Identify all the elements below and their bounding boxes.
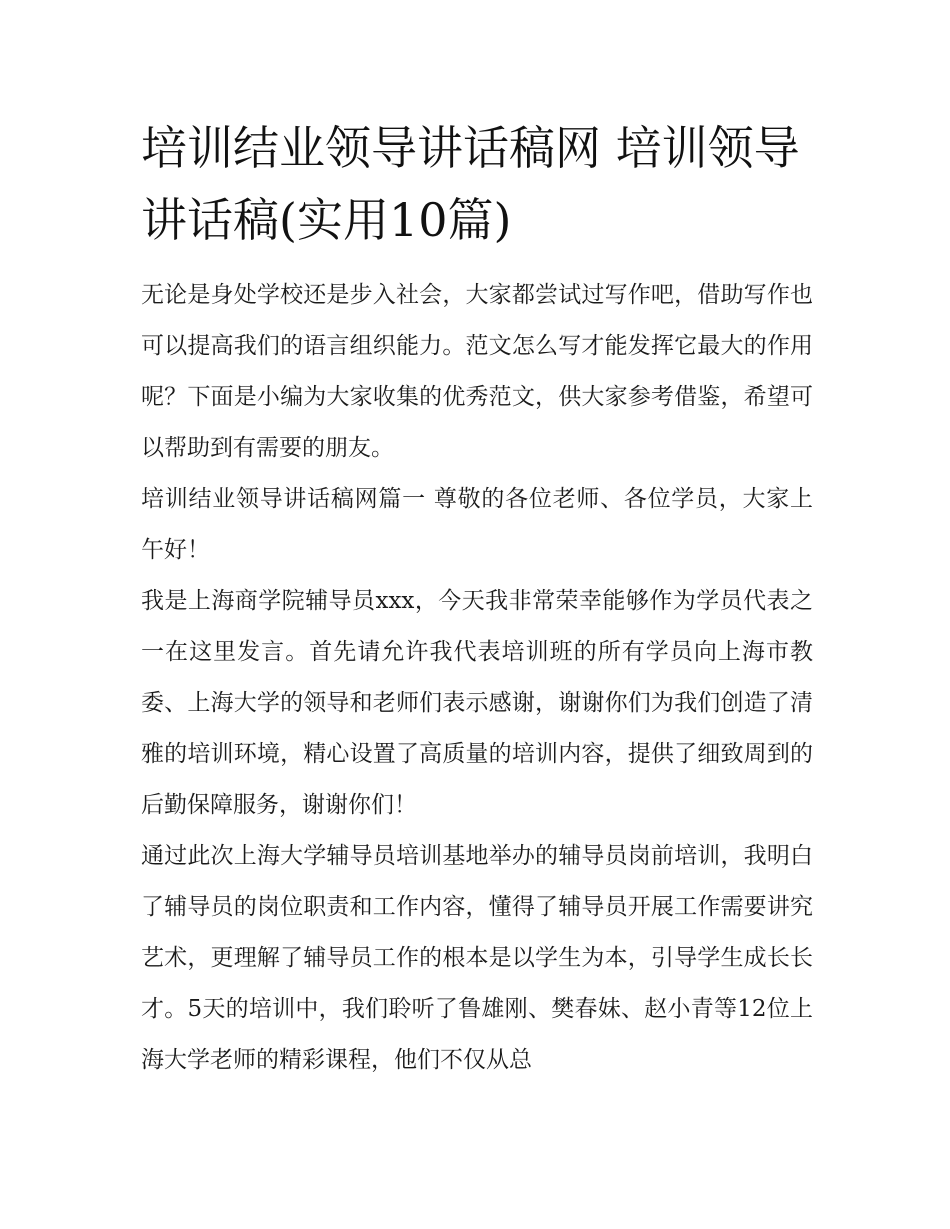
document-title: 培训结业领导讲话稿网 培训领导讲话稿(实用10篇) xyxy=(141,121,800,247)
document-body xyxy=(141,112,813,1086)
body-paragraph: 通过此次上海大学辅导员培训基地举办的辅导员岗前培训，我明白了辅导员的岗位职责和工作内容，懂得了辅导员开展工作需要讲究艺术，更理解了辅导员工作的根本是以学生为本，引导学生成长长才。5天的培训中，我们聆听了鲁雄刚、樊春妹、赵小青等12位上海大学老师的精彩课程，他们不仅从总 xyxy=(141,843,813,1073)
intro-paragraph: 无论是身处学校还是步入社会，大家都尝试过写作吧，借助写作也可以提高我们的语言组织能力。范文怎么写才能发挥它最大的作用呢？下面是小编为大家收集的优秀范文，供大家参考借鉴，希望可以帮助到有需要的朋友。 xyxy=(141,282,813,461)
body-paragraph: 我是上海商学院辅导员xxx，今天我非常荣幸能够作为学员代表之一在这里发言。首先请允许我代表培训班的所有学员向上海市教委、上海大学的领导和老师们表示感谢，谢谢你们为我们创造了清雅的培训环境，精心设置了高质量的培训内容，提供了细致周到的后勤保障服务，谢谢你们！ xyxy=(141,588,813,818)
section-heading-paragraph: 培训结业领导讲话稿网篇一 尊敬的各位老师、各位学员，大家上午好！ xyxy=(141,486,813,563)
